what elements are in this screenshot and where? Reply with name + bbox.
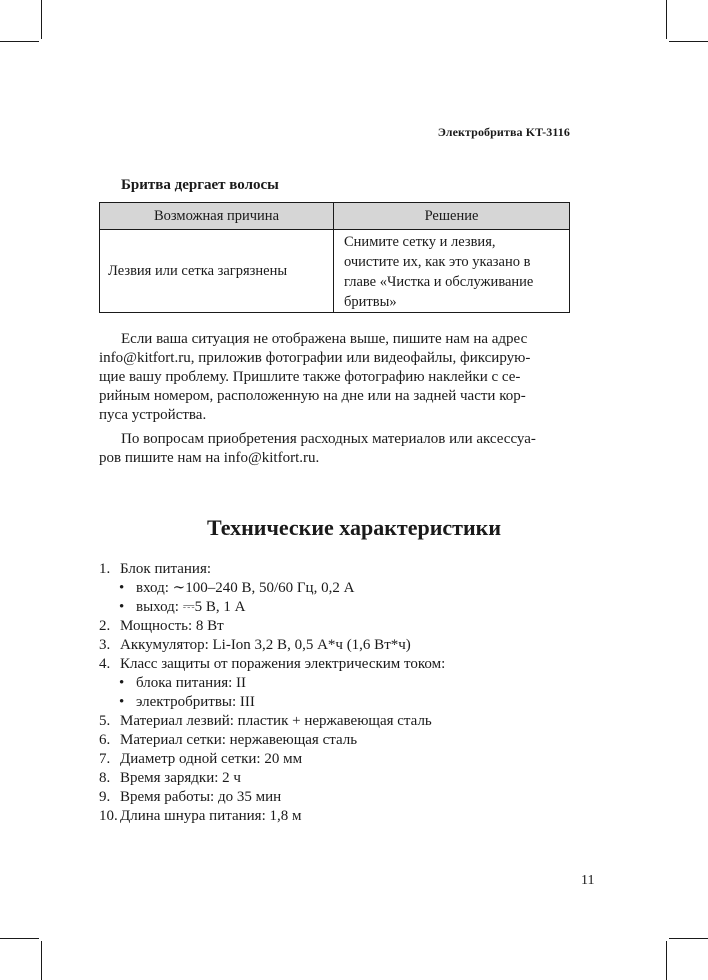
list-number: 6. [99,732,111,748]
list-text: Блок питания: [120,561,212,577]
crop-mark [0,41,39,42]
troubleshooting-table [99,202,570,313]
column-header-solution: Решение [334,203,570,230]
bullet-icon: • [119,599,125,615]
accessories-paragraph [99,430,559,468]
solution-line: бритвы» [344,293,397,310]
solution-line: главе «Чистка и обслуживание [344,273,534,290]
running-header: Электробритва KT-3116 [437,125,570,139]
crop-mark [669,938,708,939]
troubleshooting-title: Бритва дергает волосы [121,177,279,193]
table-row [100,230,570,313]
list-text: Аккумулятор: Li-Ion 3,2 В, 0,5 А*ч (1,6 Вт*ч) [120,637,411,653]
list-text: Время работы: до 35 мин [120,789,282,805]
list-number: 10. [99,808,118,824]
paragraph-line: Если ваша ситуация не отображена выше, пишите нам на адрес [121,331,528,347]
cause-cell: Лезвия или сетка загрязнены [100,230,334,313]
crop-mark [41,0,42,39]
sub-list-text: электробритвы: III [136,694,255,710]
paragraph-line: пуса устройства. [99,407,207,423]
paragraph-line: рийным номером, расположенную на дне или на задней части кор- [99,388,526,404]
crop-mark [666,941,667,980]
paragraph-line: По вопросам приобретения расходных материалов или аксессуа- [121,431,536,447]
list-text: Мощность: 8 Вт [120,618,224,634]
crop-mark [666,0,667,39]
sub-list-text: блока питания: II [136,675,247,691]
list-text: Диаметр одной сетки: 20 мм [120,751,303,767]
list-number: 2. [99,618,111,634]
page-number: 11 [581,873,595,888]
list-number: 9. [99,789,111,805]
paragraph-line: щие вашу проблему. Пришлите также фотографию наклейки с се- [99,369,521,385]
list-text: Материал лезвий: пластик + нержавеющая сталь [120,713,432,729]
table-header-row [100,203,570,230]
bullet-icon: • [119,675,125,691]
solution-cell [334,230,570,313]
bullet-icon: • [119,694,125,710]
list-number: 8. [99,770,111,786]
sub-list-text: выход: ⎓5 В, 1 А [136,599,246,615]
crop-mark [0,938,39,939]
column-header-cause: Возможная причина [100,203,334,230]
specs-title: Технические характеристики [206,515,502,540]
crop-mark [41,941,42,980]
list-number: 3. [99,637,111,653]
solution-line: очистите их, как это указано в [344,253,531,270]
crop-mark [669,41,708,42]
sub-list-text: вход: ∼100–240 В, 50/60 Гц, 0,2 А [136,580,355,596]
list-text: Длина шнура питания: 1,8 м [120,808,302,824]
paragraph-line: info@kitfort.ru, приложив фотографии или видеофайлы, фиксирую- [99,350,531,366]
list-text: Класс защиты от поражения электрическим током: [120,656,446,672]
bullet-icon: • [119,580,125,596]
paragraph-line: ров пишите нам на info@kitfort.ru. [99,450,320,466]
list-number: 1. [99,561,111,577]
solution-line: Снимите сетку и лезвия, [344,233,496,250]
list-text: Материал сетки: нержавеющая сталь [120,732,358,748]
list-text: Время зарядки: 2 ч [120,770,241,786]
list-number: 7. [99,751,111,767]
list-number: 4. [99,656,111,672]
list-number: 5. [99,713,111,729]
contact-paragraph [99,330,559,425]
